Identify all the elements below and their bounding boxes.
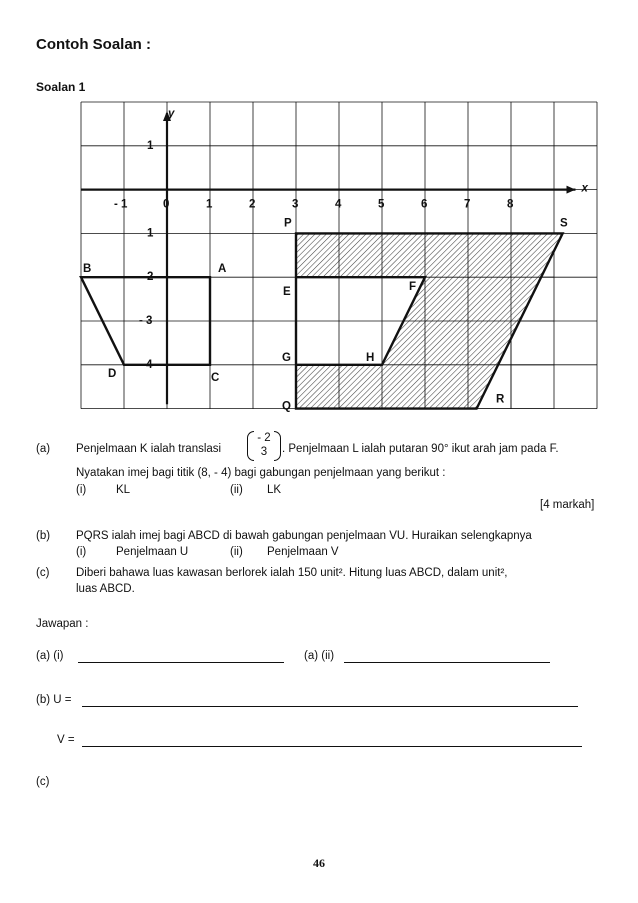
answer-b-u-label: (b) U = (36, 694, 72, 706)
part-b-ii-label: (ii) (230, 546, 243, 558)
transformation-graph (0, 0, 638, 420)
x-axis-arrow (567, 186, 576, 194)
shaded-top-band (296, 233, 563, 277)
answer-c-label: (c) (36, 776, 50, 788)
y-axis-label: y (168, 107, 175, 120)
answer-b-v-line[interactable] (82, 746, 582, 747)
x-tick-label: 8 (507, 198, 514, 211)
part-b-i-text: Penjelmaan U (116, 546, 189, 558)
x-tick-label: 0 (163, 198, 170, 211)
x-tick-label: 2 (249, 198, 256, 211)
answer-b-v-label: V = (57, 734, 75, 746)
x-tick-label: 6 (421, 198, 428, 211)
point-h: H (366, 351, 375, 364)
y-tick-label: 1 (147, 227, 154, 240)
answer-a-ii-label: (a) (ii) (304, 650, 335, 662)
point-s: S (560, 217, 568, 230)
x-axis-label: x (581, 182, 588, 195)
y-tick-label: - 4 (139, 358, 153, 371)
point-g: G (282, 351, 291, 364)
part-a-line2: Nyatakan imej bagi titik (8, - 4) bagi gabungan penjelmaan yang berikut : (76, 467, 446, 479)
matrix-bottom: 3 (260, 446, 268, 458)
point-p: P (284, 217, 292, 230)
point-c: C (211, 371, 220, 384)
part-c-label: (c) (36, 567, 50, 579)
point-q: Q (282, 400, 291, 413)
x-tick-label: 5 (378, 198, 385, 211)
part-a-text1: Penjelmaan K ialah translasi (76, 443, 222, 455)
x-tick-label: 1 (206, 198, 213, 211)
part-a-label: (a) (36, 443, 51, 455)
y-tick-label: 2 (147, 271, 154, 284)
part-a-marks: [4 markah] (540, 499, 595, 511)
part-b-text: PQRS ialah imej bagi ABCD di bawah gabungan penjelmaan VU. Huraikan selengkapnya (76, 530, 532, 542)
part-c-text2: luas ABCD. (76, 583, 135, 595)
part-b-ii-text: Penjelmaan V (267, 546, 339, 558)
part-b-label: (b) (36, 530, 51, 542)
x-tick-label: - 1 (114, 198, 128, 211)
point-d: D (108, 367, 117, 380)
part-a-ii-text: LK (267, 484, 282, 496)
answers-heading: Jawapan : (36, 618, 89, 630)
translation-matrix (247, 431, 281, 461)
part-a-i-text: KL (116, 484, 131, 496)
page-number: 46 (313, 856, 325, 870)
point-b: B (83, 263, 92, 276)
y-tick-label: 1 (147, 139, 154, 152)
point-e: E (283, 286, 291, 299)
point-r: R (496, 393, 505, 406)
answer-a-ii-line[interactable] (344, 662, 550, 663)
y-tick-label: - 3 (139, 315, 153, 327)
matrix-top: - 2 (257, 432, 271, 444)
x-tick-label: 4 (335, 198, 342, 211)
question-title: Soalan 1 (36, 80, 86, 94)
x-tick-label: 7 (464, 198, 471, 211)
point-f: F (409, 281, 417, 294)
page-heading: Contoh Soalan : (36, 36, 151, 53)
answer-b-u-line[interactable] (82, 706, 578, 707)
answer-a-i-label: (a) (i) (36, 650, 64, 662)
point-a: A (218, 263, 227, 276)
part-b-i-label: (i) (76, 546, 87, 558)
part-a-text2: . Penjelmaan L ialah putaran 90° ikut arah jam pada F. (282, 443, 559, 455)
part-c-text1: Diberi bahawa luas kawasan berlorek ialah 150 unit². Hitung luas ABCD, dalam unit², (76, 567, 508, 579)
part-a-ii-label: (ii) (230, 484, 243, 496)
x-tick-label: 3 (292, 198, 299, 211)
part-a-i-label: (i) (76, 484, 87, 496)
answer-a-i-line[interactable] (78, 662, 284, 663)
